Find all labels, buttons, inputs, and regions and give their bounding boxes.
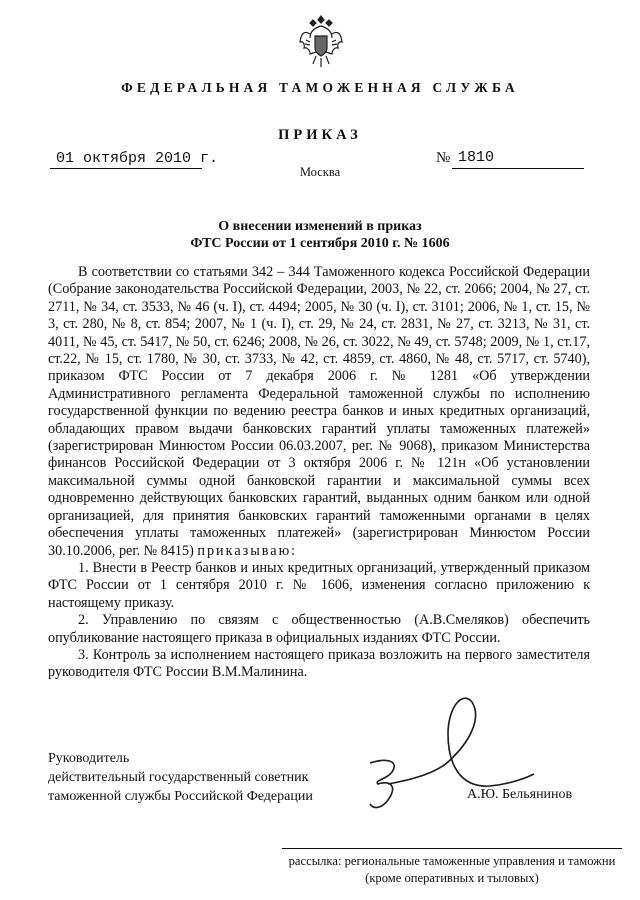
- distribution-separator: [282, 848, 622, 849]
- signatory-position: Руководитель: [48, 751, 130, 766]
- distribution-line-1: рассылка: региональные таможенные управления и таможни: [288, 854, 616, 868]
- agency-name: ФЕДЕРАЛЬНАЯ ТАМОЖЕННАЯ СЛУЖБА: [121, 80, 519, 95]
- document-subject: [0, 218, 640, 252]
- order-item-1: 1. Внести в Реестр банков и иных кредитных организаций, утвержденный приказом ФТС России от 1 сентября 2010 г. № 1606, изменения согласно приложению к настоящему приказу.: [48, 559, 590, 611]
- document-body: [48, 264, 590, 682]
- order-phrase: приказываю:: [197, 542, 298, 559]
- order-item-2: 2. Управлению по связям с общественностью (А.В.Смеляков) обеспечить опубликование настоящего приказа в официальных изданиях ФТС России.: [48, 612, 590, 646]
- document-number: 1810: [458, 149, 495, 166]
- preamble-paragraph: [48, 264, 590, 560]
- signatory-title: [48, 749, 313, 806]
- city: Москва: [299, 165, 341, 179]
- signatory-rank-1: действительный государственный советник: [48, 770, 309, 785]
- document-type: ПРИКАЗ: [278, 127, 362, 143]
- order-item-3: 3. Контроль за исполнением настоящего приказа возложить на первого заместителя руководителя ФТС России В.М.Малинина.: [48, 646, 590, 681]
- signatory-name: А.Ю. Бельянинов: [467, 787, 573, 802]
- preamble-text: В соответствии со статьями 342 – 344 Таможенного кодекса Российской Федерации (Собрание законодательства Российской Федерации, 2003, № 22, ст. 2066; 2004, № 27, ст. 2711, № 34, ст. 3533, № 46 (ч. I), ст. 4494; 2005, № 30 (ч. I), ст. 3101; 2006, № 1, ст. 15, № 3, ст. 280, № 8, ст. 854; 2007, № 1 (ч. I), ст. 29, № 24, ст. 2831, № 27, ст. 3213, № 31, ст. 4011, № 45, ст. 5417, № 50, ст. 6246; 2008, № 26, ст. 3022, № 49, ст. 5748; 2009, № 1, ст.17, ст.22, № 15, ст. 1780, № 30, ст. 3733, № 42, ст. 4859, ст. 4860, № 48, ст. 5717, ст. 5740), приказом ФТС России от 7 декабря 2006 г. № 1281 «Об утверждении Административного регламента Федеральной таможенной службы по исполнению государственной функции по ведению реестра банков и иных кредитных организаций, обладающих правом выдачи банковских гарантий уплаты таможенных платежей» (зарегистрирован Минюстом России 06.03.2007, рег. № 9068), приказом Министерства финансов Российской Федерации от 3 октября 2006 г. № 121н «Об установлении максимальной суммы одной банковской гарантии и максимальной суммы всех одновременно действующих банковских гарантий, выданных одним банком или одной организацией, для принятия банковских гарантий таможенными органами в целях обеспечения уплаты таможенных платежей» (зарегистрирован Минюстом России 30.10.2006, рег. № 8415): [48, 264, 590, 559]
- distribution-list: [282, 853, 622, 887]
- signatory-rank-2: таможенной службы Российской Федерации: [48, 789, 313, 804]
- subject-line-1: О внесении изменений в приказ: [218, 219, 422, 234]
- document-number-label: №: [436, 150, 451, 166]
- document-date: 01 октября 2010 г.: [56, 150, 219, 167]
- russian-coat-of-arms-icon: [298, 14, 344, 70]
- distribution-line-2: (кроме оперативных и тыловых): [365, 871, 539, 885]
- handwritten-signature-icon: [330, 688, 540, 820]
- subject-line-2: ФТС России от 1 сентября 2010 г. № 1606: [190, 236, 450, 251]
